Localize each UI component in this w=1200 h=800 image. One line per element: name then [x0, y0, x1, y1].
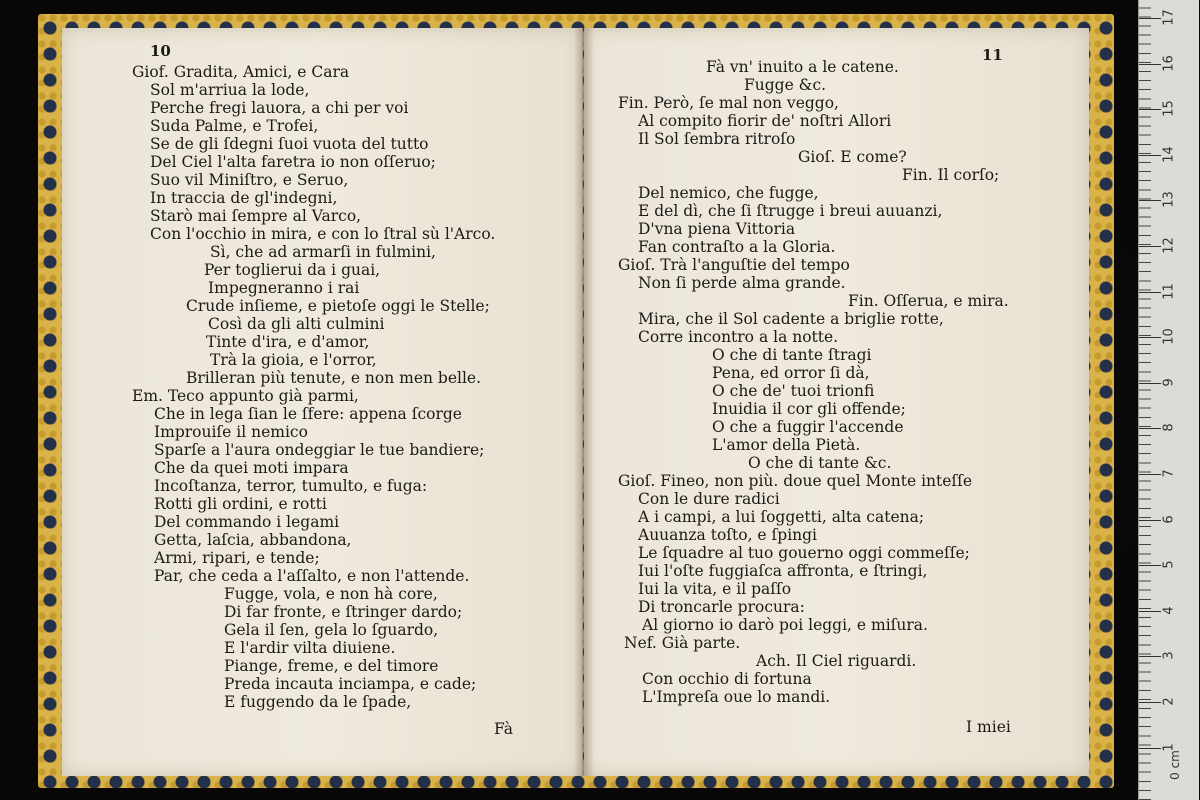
- left-page-line: Incoſtanza, terror, tumulto, e fuga:: [154, 477, 428, 495]
- right-page-line: Auuanza toſto, e ſpingi: [638, 526, 818, 544]
- right-page-line: L'amor della Pietà.: [712, 436, 861, 454]
- right-page-line: Fin. Oſſerua, e mira.: [848, 292, 1009, 310]
- right-page-line: Di troncarle procura:: [638, 598, 805, 616]
- left-page-line: Fugge, vola, e non hà core,: [224, 585, 438, 603]
- ruler-major-tick: [1139, 656, 1161, 657]
- left-page-line: Armi, ripari, e tende;: [154, 549, 320, 567]
- left-page-line: Se de gli ſdegni ſuoi vuota del tutto: [150, 135, 429, 153]
- page-number-left: 10: [150, 42, 171, 60]
- ruler-major-tick: [1139, 428, 1161, 429]
- left-page: [62, 28, 583, 776]
- ruler-major-tick: [1139, 474, 1161, 475]
- right-page-line: L'Impreſa oue lo mandi.: [642, 688, 831, 706]
- right-page-line: Con occhio di fortuna: [642, 670, 812, 688]
- left-page-line: Suo vil Miniſtro, e Seruo,: [150, 171, 349, 189]
- ruler-major-tick: [1139, 64, 1161, 65]
- ruler-major-tick: [1139, 748, 1161, 749]
- left-page-line: Che in lega ſian le ſfere: appena ſcorge: [154, 405, 462, 423]
- right-page-line: Iui l'oſte fuggiaſca affronta, e ſtringi,: [638, 562, 928, 580]
- right-page-line: Gioſ. Trà l'anguſtie del tempo: [618, 256, 850, 274]
- ruler-major-tick: [1139, 520, 1161, 521]
- left-page-line: In traccia de gl'indegni,: [150, 189, 338, 207]
- ruler-number: 11: [1161, 282, 1177, 300]
- left-page-line: Gela il ſen, gela lo ſguardo,: [224, 621, 439, 639]
- ruler-major-tick: [1139, 702, 1161, 703]
- left-page-line: Impegneranno i rai: [208, 279, 360, 297]
- right-page-line: Inuidia il cor gli offende;: [712, 400, 906, 418]
- left-page-line: E l'ardir vilta diuiene.: [224, 639, 396, 657]
- left-page-line: Sì, che ad armarſi in fulmini,: [210, 243, 436, 261]
- book-gutter: [574, 28, 594, 776]
- right-page-line: Fugge &c.: [744, 76, 827, 94]
- right-page-line: O che di tante &c.: [748, 454, 892, 472]
- ruler-number: 8: [1161, 423, 1177, 433]
- ruler-number: 6: [1161, 514, 1177, 524]
- left-page-line: Improuiſe il nemico: [154, 423, 308, 441]
- left-page-line: Sol m'arriua la lode,: [150, 81, 310, 99]
- ruler-number: 16: [1161, 54, 1177, 72]
- right-page-line: Il Sol ſembra ritroſo: [638, 130, 796, 148]
- right-page-line: D'vna piena Vittoria: [638, 220, 796, 238]
- ruler-major-tick: [1139, 383, 1161, 384]
- left-page-line: Per toglierui da i guai,: [204, 261, 381, 279]
- right-page-line: Con le dure radici: [638, 490, 780, 508]
- left-page-line: Con l'occhio in mira, e con lo ſtral sù l'Arco.: [150, 225, 496, 243]
- right-page-line: I miei: [966, 718, 1011, 736]
- left-page-line: Giof. Gradita, Amici, e Cara: [132, 63, 350, 81]
- ruler-major-tick: [1139, 18, 1161, 19]
- ruler-number: 17: [1161, 9, 1177, 26]
- right-page-line: Fin. Però, ſe mal non veggo,: [618, 94, 839, 112]
- ruler-major-tick: [1139, 109, 1161, 110]
- right-page-line: Al compito fiorir de' noſtri Allori: [638, 112, 892, 130]
- right-page-line: Nef. Già parte.: [624, 634, 741, 652]
- right-page-line: Mira, che il Sol cadente a briglie rotte,: [638, 310, 944, 328]
- left-page-line: Del Ciel l'alta faretra io non oſſeruo;: [150, 153, 436, 171]
- ruler-major-tick: [1139, 611, 1161, 612]
- left-page-line: Sparſe a l'aura ondeggiar le tue bandiere;: [154, 441, 485, 459]
- left-page-line: Starò mai ſempre al Varco,: [150, 207, 362, 225]
- left-page-line: Par, che ceda a l'aſſalto, e non l'attende.: [154, 567, 470, 585]
- ruler-major-tick: [1139, 565, 1161, 566]
- right-page-line: E del dì, che ſi ſtrugge i breui auuanzi,: [638, 202, 943, 220]
- left-page-line: Tinte d'ira, e d'amor,: [206, 333, 370, 351]
- ruler-unit-label: 0 cm: [1167, 750, 1182, 780]
- left-page-line: Fà: [494, 720, 513, 738]
- right-page-line: O che de' tuoi trionfi: [712, 382, 875, 400]
- left-page-line: Getta, laſcia, abbandona,: [154, 531, 352, 549]
- right-page-line: Non ſi perde alma grande.: [638, 274, 846, 292]
- left-page-line: Brilleran più tenute, e non men belle.: [186, 369, 482, 387]
- left-page-line: Perche fregi lauora, a chi per voi: [150, 99, 409, 117]
- ruler-major-tick: [1139, 246, 1161, 247]
- left-page-line: Così da gli alti culmini: [208, 315, 385, 333]
- ruler-number: 3: [1161, 651, 1177, 661]
- left-page-line: Piange, freme, e del timore: [224, 657, 439, 675]
- ruler-number: 5: [1161, 560, 1177, 569]
- ruler-number: 15: [1161, 100, 1177, 117]
- right-page-line: A i campi, a lui ſoggetti, alta catena;: [638, 508, 925, 526]
- right-page-line: Fan contraſto a la Gloria.: [638, 238, 836, 256]
- left-page-line: Rotti gli ordini, e rotti: [154, 495, 327, 513]
- left-page-line: Preda incauta inciampa, e cade;: [224, 675, 477, 693]
- right-page-line: O che di tante ſtragi: [712, 346, 872, 364]
- right-page-line: Al giorno io darò poi leggi, e miſura.: [642, 616, 928, 634]
- left-page-line: Di far fronte, e ſtringer dardo;: [224, 603, 463, 621]
- ruler-number: 13: [1161, 191, 1177, 209]
- ruler-number: 10: [1161, 328, 1177, 345]
- ruler-number: 7: [1161, 469, 1177, 478]
- ruler-major-tick: [1139, 200, 1161, 201]
- right-page-line: O che a fuggir l'accende: [712, 418, 904, 436]
- right-page-line: Corre incontro a la notte.: [638, 328, 839, 346]
- right-page-line: Gioſ. Fineo, non più. doue quel Monte inteſſe: [618, 472, 973, 490]
- ruler-number: 9: [1161, 378, 1177, 387]
- right-page-line: Gioſ. E come?: [798, 148, 907, 166]
- ruler-number: 2: [1161, 697, 1177, 706]
- ruler-number: 14: [1161, 146, 1177, 163]
- right-page-line: Fà vn' inuito a le catene.: [706, 58, 899, 76]
- right-page-line: Le ſquadre al tuo gouerno oggi commeſſe;: [638, 544, 970, 562]
- ruler-major-tick: [1139, 292, 1161, 293]
- right-page: [584, 28, 1089, 776]
- ruler-number: 4: [1161, 606, 1177, 615]
- left-page-line: Trà la gioia, e l'orror,: [210, 351, 377, 369]
- right-page-line: Iui la vita, e il paſſo: [638, 580, 792, 598]
- right-page-line: Pena, ed orror ſi dà,: [712, 364, 870, 382]
- ruler-number: 1: [1161, 742, 1177, 752]
- left-page-line: Em. Teco appunto già parmi,: [132, 387, 359, 405]
- ruler-number: 12: [1161, 237, 1177, 254]
- left-page-line: Del commando i legami: [154, 513, 340, 531]
- ruler-major-tick: [1139, 337, 1161, 338]
- right-page-line: Fin. Il corſo;: [902, 166, 1000, 184]
- page-number-right: 11: [982, 46, 1003, 64]
- ruler-major-tick: [1139, 155, 1161, 156]
- right-page-line: Ach. Il Ciel riguardi.: [756, 652, 917, 670]
- left-page-line: Crude inſieme, e pietoſe oggi le Stelle;: [186, 297, 490, 315]
- right-page-line: Del nemico, che fugge,: [638, 184, 819, 202]
- left-page-line: E fuggendo da le ſpade,: [224, 693, 412, 711]
- measuring-ruler: [1138, 0, 1199, 800]
- left-page-line: Suda Palme, e Trofei,: [150, 117, 319, 135]
- left-page-line: Che da quei moti impara: [154, 459, 349, 477]
